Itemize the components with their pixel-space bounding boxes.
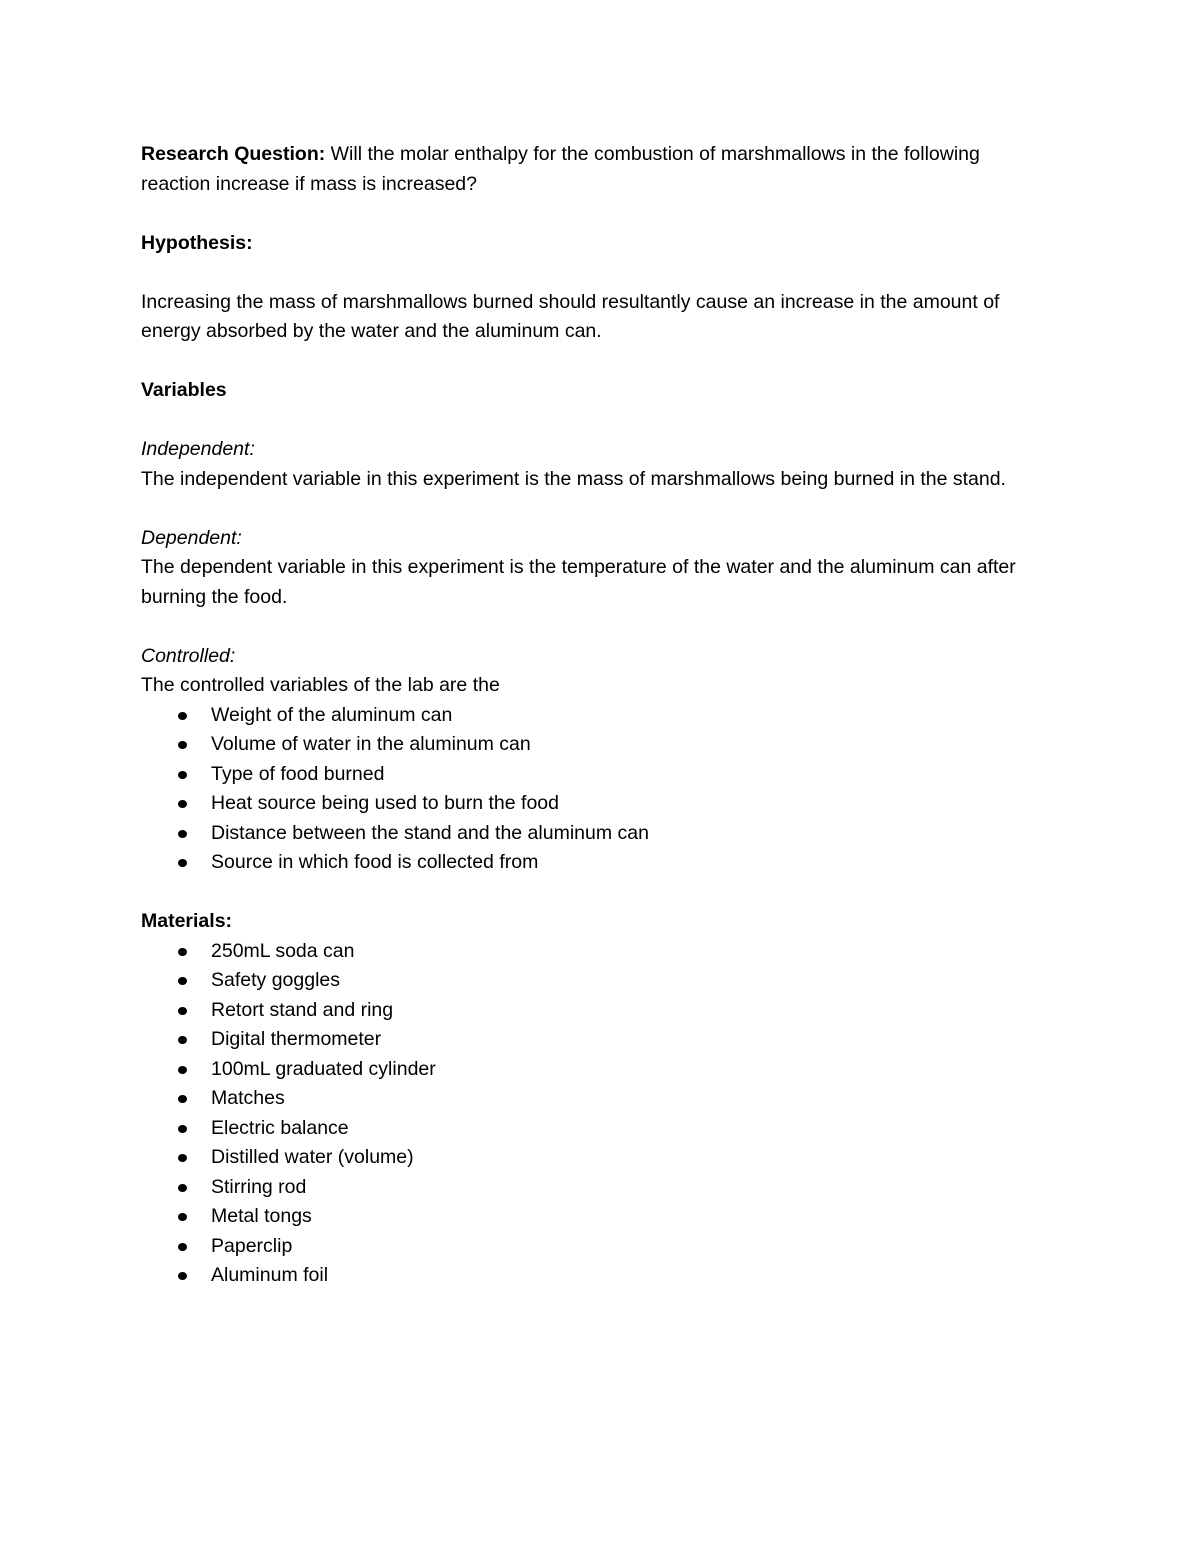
document-page [141, 140, 1051, 1291]
list-item [141, 1055, 1051, 1085]
list-item-text: Electric balance [211, 1116, 349, 1139]
bullet-icon [178, 1066, 187, 1074]
list-item [141, 1143, 1051, 1173]
hypothesis-heading: Hypothesis: [141, 231, 253, 254]
controlled-intro: The controlled variables of the lab are the [141, 674, 500, 696]
spacer [141, 199, 1051, 229]
bullet-icon [178, 800, 187, 808]
materials-heading: Materials: [141, 910, 233, 932]
list-item-text: Distance between the stand and the aluminum can [211, 821, 649, 844]
dependent-text: The dependent variable in this experiment is the temperature of the water and the aluminum can after burning the food. [141, 556, 1016, 608]
list-item-text: 250mL soda can [211, 939, 355, 962]
independent-label: Independent: [141, 438, 255, 460]
bullet-icon [178, 830, 187, 838]
bullet-icon [178, 1125, 187, 1133]
materials-list [141, 937, 1051, 1291]
list-item [141, 1114, 1051, 1144]
list-item-text: Type of food burned [211, 762, 385, 785]
list-item [141, 996, 1051, 1026]
bullet-icon [178, 1007, 187, 1015]
bullet-icon [178, 1272, 187, 1280]
bullet-icon [178, 1154, 187, 1162]
list-item-text: Digital thermometer [211, 1028, 382, 1050]
list-item [141, 1173, 1051, 1203]
list-item-text: Safety goggles [211, 969, 341, 991]
hypothesis-text: Increasing the mass of marshmallows burned should resultantly cause an increase in the amount of energy absorbed by the water and the aluminum can. [141, 290, 1000, 342]
bullet-icon [178, 1036, 187, 1044]
bullet-icon [178, 859, 187, 867]
list-item-text: Weight of the aluminum can [211, 703, 453, 726]
list-item [141, 966, 1051, 996]
list-item-text: Matches [211, 1087, 285, 1109]
list-item-text: Stirring rod [211, 1175, 307, 1198]
list-item [141, 1202, 1051, 1232]
bullet-icon [178, 1213, 187, 1221]
research-question-paragraph [141, 140, 1051, 199]
independent-text: The independent variable in this experiment is the mass of marshmallows being burned in the stand. [141, 467, 1006, 490]
list-item-text: Paperclip [211, 1234, 293, 1257]
list-item [141, 760, 1051, 790]
list-item [141, 1261, 1051, 1291]
bullet-icon [178, 741, 187, 749]
spacer [141, 878, 1051, 908]
list-item-text: 100mL graduated cylinder [211, 1057, 436, 1080]
list-item [141, 701, 1051, 731]
list-item-text: Distilled water (volume) [211, 1146, 414, 1168]
spacer [141, 494, 1051, 524]
spacer [141, 406, 1051, 436]
bullet-icon [178, 712, 187, 720]
bullet-icon [178, 977, 187, 985]
list-item-text: Metal tongs [211, 1205, 312, 1227]
list-item [141, 819, 1051, 849]
dependent-label: Dependent: [141, 526, 242, 549]
list-item [141, 730, 1051, 760]
bullet-icon [178, 948, 187, 956]
list-item [141, 1232, 1051, 1262]
list-item-text: Source in which food is collected from [211, 851, 539, 873]
list-item-text: Heat source being used to burn the food [211, 792, 559, 814]
research-question-label: Research Question: [141, 143, 326, 165]
list-item [141, 1025, 1051, 1055]
controlled-label: Controlled: [141, 644, 236, 667]
spacer [141, 612, 1051, 642]
list-item-text: Aluminum foil [211, 1264, 329, 1286]
list-item-text: Volume of water in the aluminum can [211, 733, 531, 755]
bullet-icon [178, 1095, 187, 1103]
list-item [141, 1084, 1051, 1114]
list-item [141, 937, 1051, 967]
list-item [141, 789, 1051, 819]
list-item-text: Retort stand and ring [211, 998, 394, 1021]
research-question-text: Will the molar enthalpy for the combustion of marshmallows in the following reaction increase if mass is increased? [141, 143, 980, 195]
controlled-variables-list [141, 701, 1051, 878]
spacer [141, 347, 1051, 377]
bullet-icon [178, 771, 187, 779]
spacer [141, 258, 1051, 288]
bullet-icon [178, 1184, 187, 1192]
bullet-icon [178, 1243, 187, 1251]
variables-heading: Variables [141, 379, 227, 401]
list-item [141, 848, 1051, 878]
